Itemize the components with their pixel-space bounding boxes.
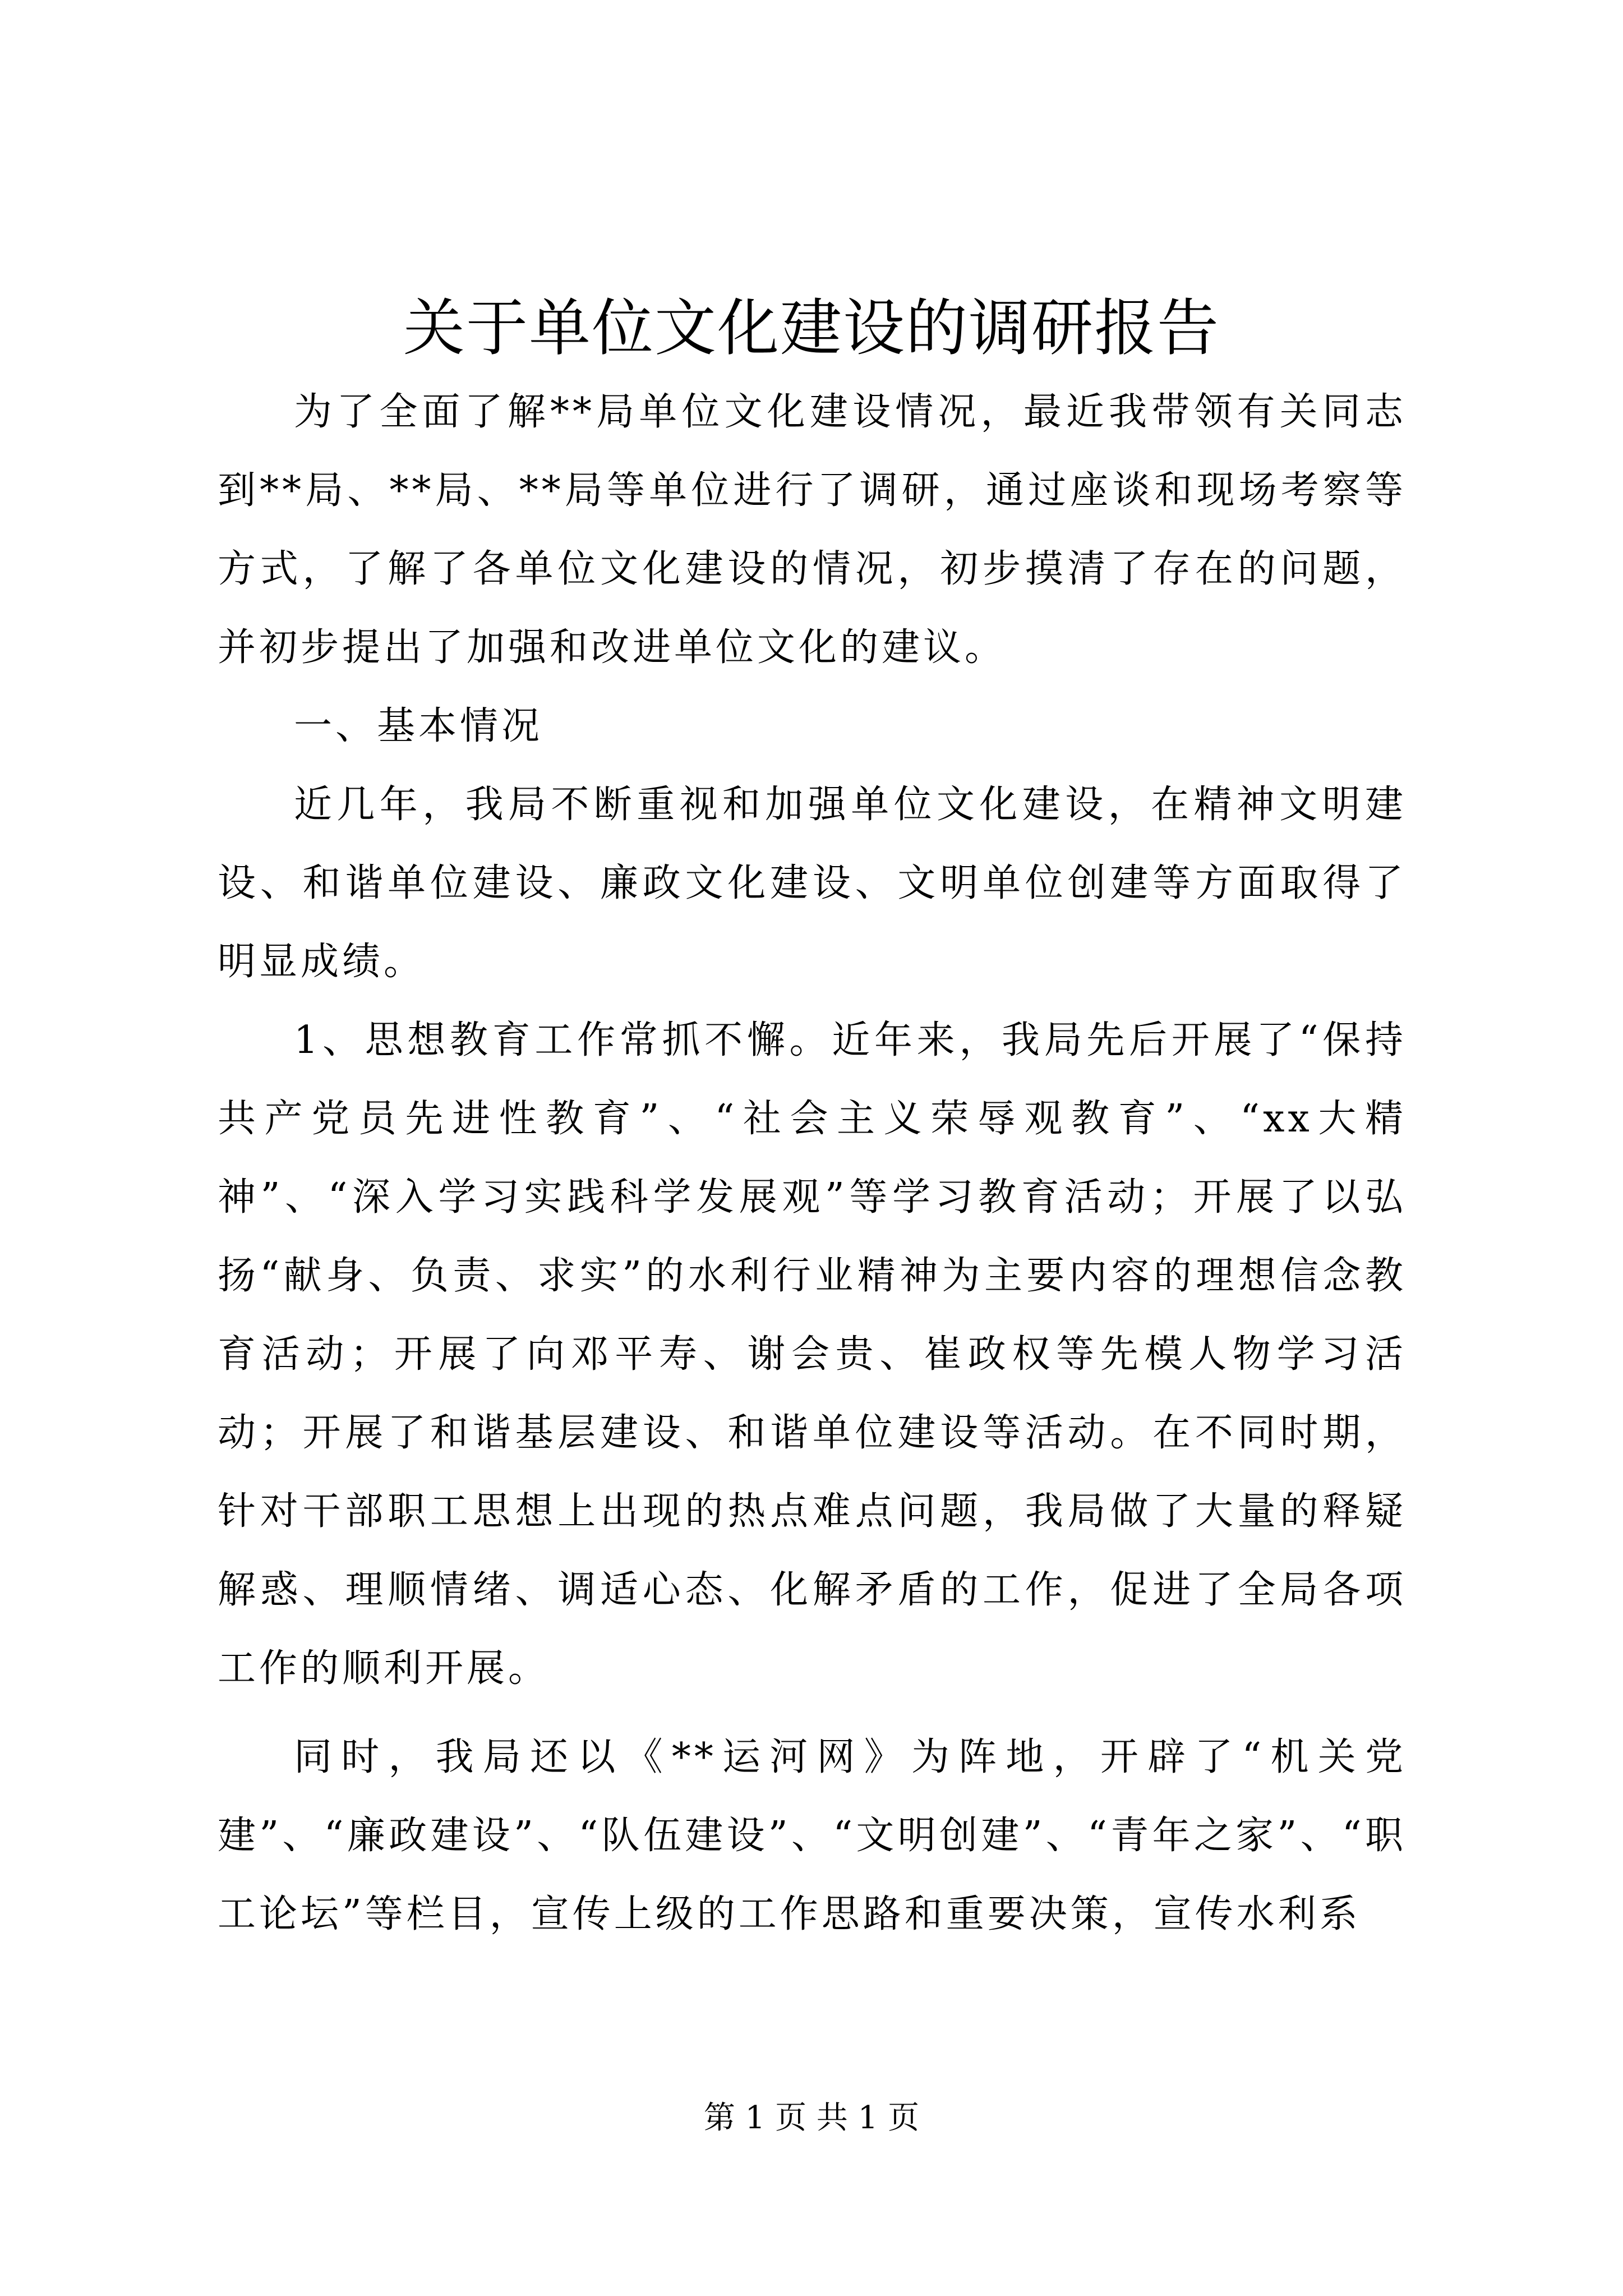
document-title: 关于单位文化建设的调研报告 — [403, 292, 1220, 364]
intro-paragraph: 为了全面了解**局单位文化建设情况，最近我带领有关同志到**局、**局、**局等单位进行了调研，通过座谈和现场考察等方式，了解了各单位文化建设的情况，初步摸清了存在的问题，并初步提出了加强和改进单位文化的建议。 — [218, 390, 1407, 670]
basic-situation-paragraph: 近几年，我局不断重视和加强单位文化建设，在精神文明建设、和谐单位建设、廉政文化建设、文明单位创建等方面取得了明显成绩。 — [218, 783, 1407, 984]
website-paragraph: 同时，我局还以《**运河网》为阵地，开辟了“机关党建”、“廉政建设”、“队伍建设”、“文明创建”、“青年之家”、“职工论坛”等栏目，宣传上级的工作思路和重要决策，宣传水利系 — [218, 1735, 1407, 1936]
document-body — [218, 373, 1407, 1954]
ideological-education-paragraph: 1、思想教育工作常抓不懈。近年来，我局先后开展了“保持共产党员先进性教育”、“社会主义荣辱观教育”、“xx大精神”、“深入学习实践科学发展观”等学习教育活动；开展了以弘扬“献身、负责、求实”的水利行业精神为主要内容的理想信念教育活动；开展了向邓平寿、谢会贵、崔政权等先模人物学习活动；开展了和谐基层建设、和谐单位建设等活动。在不同时期，针对干部职工思想上出现的热点难点问题，我局做了大量的释疑解惑、理顺情绪、调适心态、化解矛盾的工作，促进了全局各项工作的顺利开展。 — [218, 1018, 1407, 1691]
page-number-footer: 第 1 页 共 1 页 — [703, 2100, 920, 2136]
section-heading-basic-situation: 一、基本情况 — [294, 704, 543, 748]
